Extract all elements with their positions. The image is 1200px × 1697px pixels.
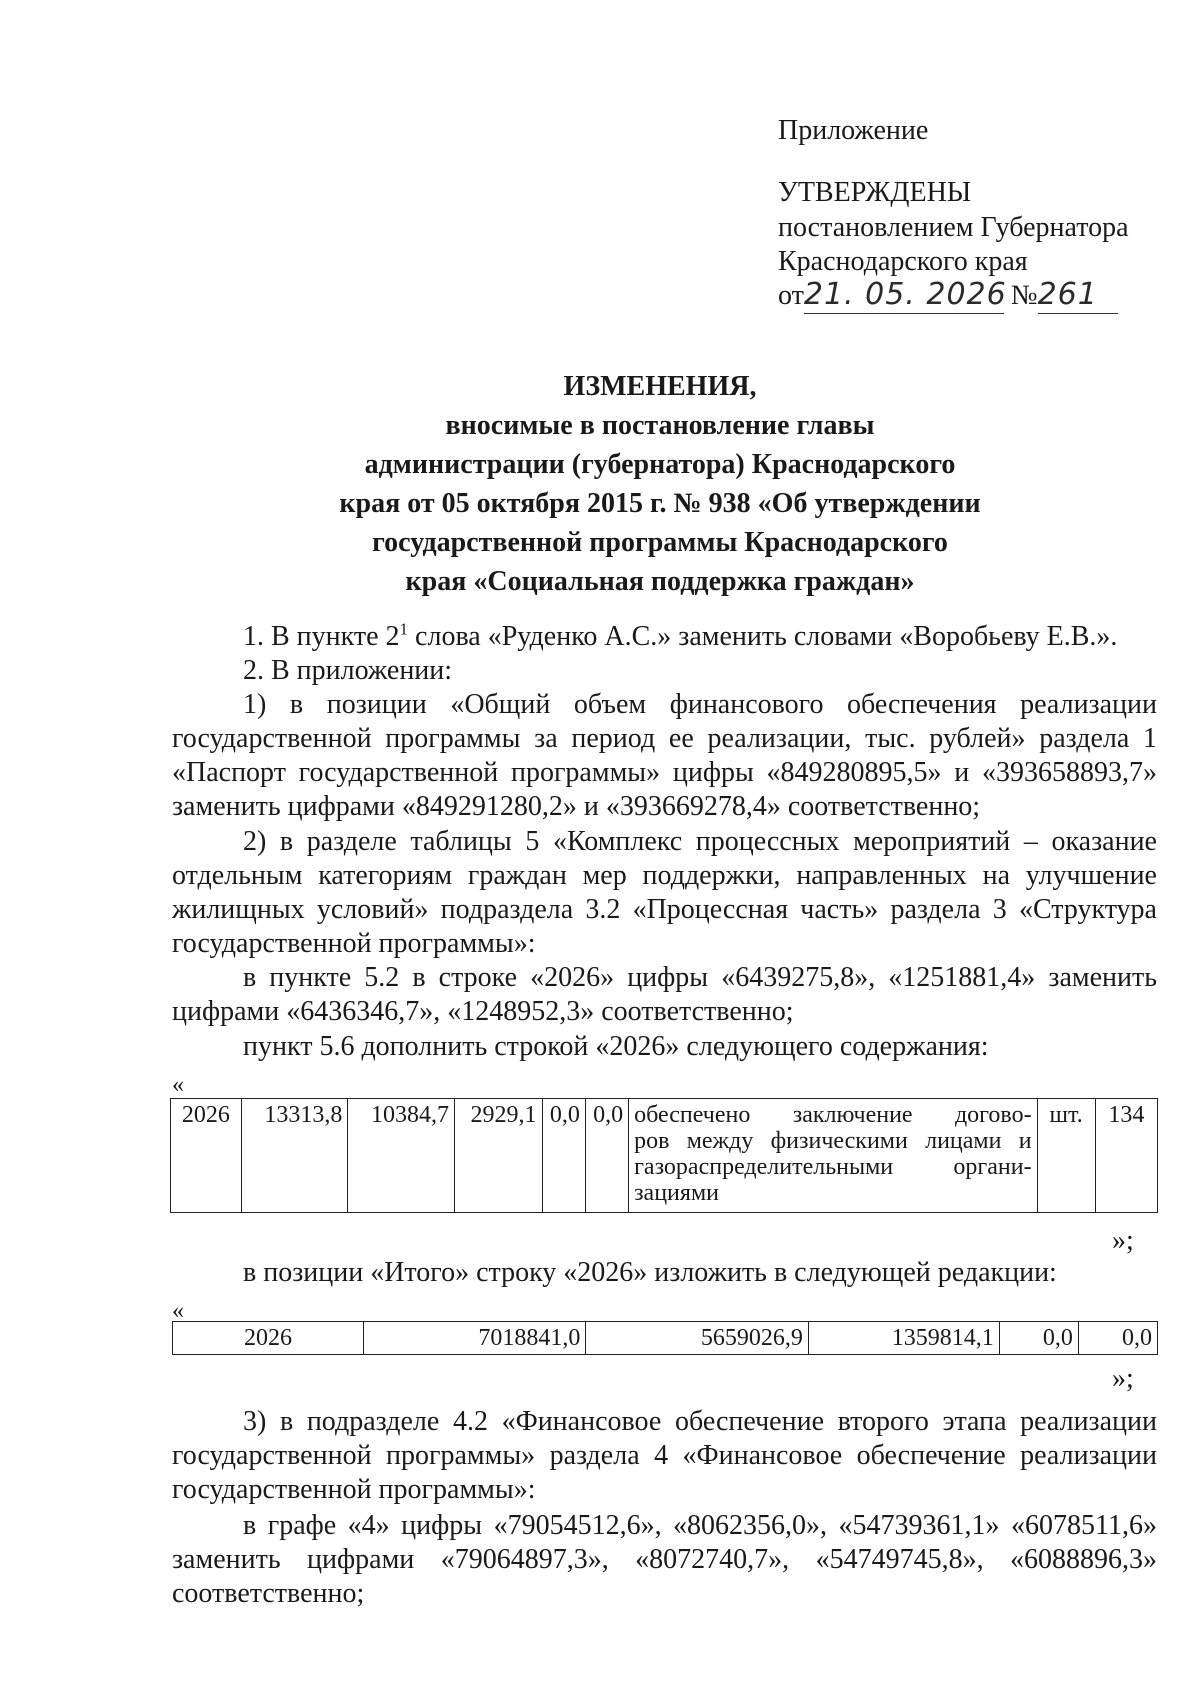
open-quote-2: « xyxy=(172,1298,184,1324)
sub2-line-4: государственной программы»: xyxy=(172,928,536,959)
approved-by-line: постановлением Губернатора xyxy=(778,212,1129,243)
item-2: 2. В приложении: xyxy=(243,655,453,686)
row-2026-table xyxy=(170,1098,1158,1213)
number-field xyxy=(1038,278,1118,314)
title-line-6: края «Социальная поддержка граждан» xyxy=(405,566,915,597)
handwritten-number: 261 xyxy=(1037,277,1098,312)
number-prefix: № xyxy=(1010,280,1038,311)
col4-line-2: заменить цифрами «79064897,3», «8072740,7», «54749745,8», «6088896,3» xyxy=(172,1544,1157,1575)
date-field xyxy=(803,277,1007,314)
year-cell: 2026 xyxy=(171,1099,242,1213)
count-cell: 134 xyxy=(1095,1099,1157,1213)
value-cell: 2929,1 xyxy=(454,1099,542,1213)
year-cell: 2026 xyxy=(173,1322,364,1355)
col4-line-1: в графе «4» цифры «79054512,6», «8062356,0», «54739361,1» «6078511,6» xyxy=(243,1510,1157,1541)
title-line-2: вносимые в постановление главы xyxy=(445,410,875,441)
description-cell xyxy=(629,1099,1038,1213)
item-1: 1. В пункте $2^1$ слова «Руденко А.С.» заменить словами «Воробьеву Е.В.». xyxy=(243,619,1118,652)
description-line: газораспределительными органи- xyxy=(634,1154,1032,1180)
title-line-3: администрации (губернатора) Краснодарского xyxy=(364,449,956,480)
sub2-line-1: 2) в разделе таблицы 5 «Комплекс процессных мероприятий – оказание xyxy=(243,826,1157,857)
sub2-line-3: жилищных условий» подраздела 3.2 «Процессная часть» раздела 3 «Структура xyxy=(172,894,1157,925)
value-cell: 0,0 xyxy=(1078,1322,1157,1355)
total-row-table xyxy=(172,1321,1158,1355)
p52-line-1: в пункте 5.2 в строке «2026» цифры «6439275,8», «1251881,4» заменить xyxy=(243,962,1157,993)
value-cell: 0,0 xyxy=(999,1322,1078,1355)
close-quote-1: »; xyxy=(1112,1225,1134,1256)
sub3-line-1: 3) в подразделе 4.2 «Финансовое обеспечение второго этапа реализации xyxy=(243,1406,1157,1437)
itogo-line: в позиции «Итого» строку «2026» изложить в следующей редакции: xyxy=(243,1257,1057,1288)
sub1-line-3: «Паспорт государственной программы» цифры «849280895,5» и «393658893,7» xyxy=(172,757,1157,788)
superscript: 1 xyxy=(399,619,409,639)
sub2-line-2: отдельным категориям граждан мер поддержки, направленных на улучшение xyxy=(172,860,1157,891)
unit-cell: шт. xyxy=(1037,1099,1095,1213)
value-cell: 10384,7 xyxy=(348,1099,455,1213)
table-row xyxy=(173,1322,1158,1355)
title-line-4: края от 05 октября 2015 г. № 938 «Об утверждении xyxy=(339,488,981,519)
sub3-line-3: государственной программы»: xyxy=(172,1474,536,1505)
approved-label: УТВЕРЖДЕНЫ xyxy=(778,177,972,208)
approval-date-line xyxy=(778,278,1118,314)
value-cell: 0,0 xyxy=(542,1099,585,1213)
open-quote-1: « xyxy=(172,1072,184,1098)
description-line: зациями xyxy=(634,1180,719,1206)
value-cell: 7018841,0 xyxy=(363,1322,586,1355)
value-cell: 13313,8 xyxy=(241,1099,348,1213)
sub1-line-2: государственной программы за период ее реализации, тыс. рублей» раздела 1 xyxy=(172,723,1157,754)
p52-line-2: цифрами «6436346,7», «1248952,3» соответственно; xyxy=(172,996,794,1027)
document-title: ИЗМЕНЕНИЯ, xyxy=(563,371,757,402)
approved-region-line: Краснодарского края xyxy=(778,246,1028,277)
value-cell: 5659026,9 xyxy=(586,1322,809,1355)
description-line: ров между физическими лицами и xyxy=(634,1128,1032,1154)
sub1-line-4: заменить цифрами «849291280,2» и «393669278,4» соответственно; xyxy=(172,791,981,822)
col4-line-3: соответственно; xyxy=(172,1578,365,1609)
handwritten-date: 21. 05. 2026 xyxy=(803,277,1007,312)
sub1-line-1: 1) в позиции «Общий объем финансового обеспечения реализации xyxy=(243,689,1157,720)
p56-line: пункт 5.6 дополнить строкой «2026» следующего содержания: xyxy=(243,1031,989,1062)
appendix-label: Приложение xyxy=(778,115,929,146)
value-cell: 0,0 xyxy=(585,1099,628,1213)
date-prefix: от xyxy=(778,280,804,311)
title-line-5: государственной программы Краснодарского xyxy=(372,527,948,558)
close-quote-2: »; xyxy=(1112,1363,1134,1394)
sub3-line-2: государственной программы» раздела 4 «Финансовое обеспечение реализации xyxy=(172,1440,1157,1471)
table-row xyxy=(171,1099,1158,1213)
description-line: обеспечено заключение догово- xyxy=(634,1102,1032,1128)
value-cell: 1359814,1 xyxy=(808,1322,999,1355)
